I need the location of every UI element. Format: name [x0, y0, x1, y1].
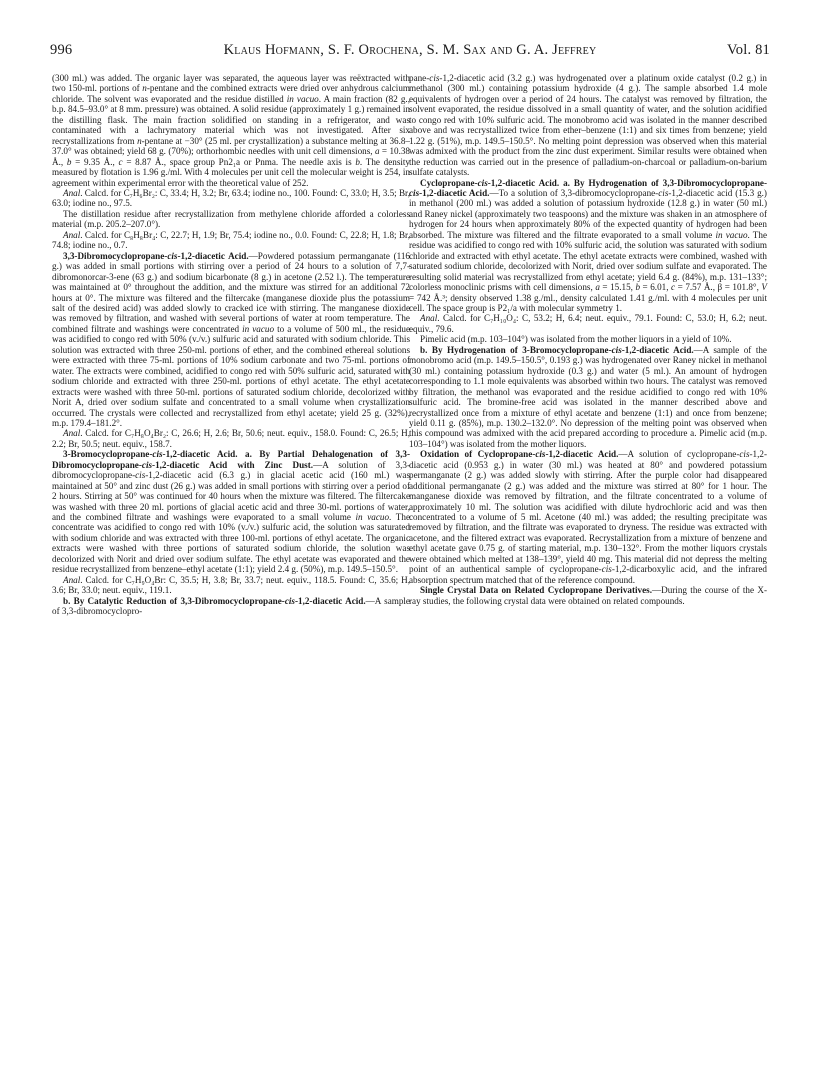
section-heading-text: cis	[152, 449, 163, 460]
paragraph-text: in vacuo	[715, 229, 748, 240]
paragraph-text: b	[66, 156, 72, 167]
paragraph	[52, 230, 410, 251]
section-heading-text: -1,2-diacetic Acid. a. By Partial Dehalogenation of 3,3-Dibromocyclopropane-	[52, 449, 410, 470]
section-heading-text: cis	[284, 595, 295, 606]
paragraph	[409, 334, 767, 344]
paragraph-text: —A sample of 3,3-dibromocyclopro-	[52, 595, 410, 617]
paragraph-text: Anal	[63, 428, 81, 439]
paragraph	[52, 188, 410, 209]
paragraph-text: Anal	[63, 229, 81, 240]
paragraph	[52, 73, 410, 188]
paragraph-text: = 8.87 Å., space group Pn2₁a or Pnma. The needle axis is	[122, 156, 356, 167]
paragraph-text: = 742 Å.³; density observed 1.38 g./ml., density calculated 1.41 g./ml. with 4 molecules per unit cell. The space group is P2₁/a with molecular symmetry 1.	[409, 292, 767, 313]
paragraph-text: -1,2-diacetic acid (3.2 g.) was hydrogenated over a platinum oxide catalyst (0.2 g.) in methanol (300 ml.) containing potassium hydroxide (4 g.). The sample absorbed 1.4 mole equivalents of hydrogen over a period of 24 hours. The catalyst was removed by filtration, the solvent evaporated, the residue dissolved in a small quantity of water, and the solution acidified to congo red with 10% sulfuric acid. The monobromo acid was isolated in the manner described above and was recrystallized twice from ether–benzene (1:1) and six times from benzene; yield 1.22 g. (51%), m.p. 149.5–150.5°. No melting point depression was observed when this material was admixed with the product from the zinc dust experiment. Similar results were obtained when the reduction was carried out in the presence of palladium-on-charcoal or palladium-on-barium sulfate catalysts.	[409, 73, 767, 178]
paragraph-text: = 15.15,	[599, 282, 636, 293]
paragraph-text: . The density measured by flotation is 1.96 g./ml. With 4 molecules per unit cell the molecular weight is 254, in agreement within experimental error with the theoretical value of 252.	[52, 156, 410, 188]
paragraph	[409, 178, 767, 314]
paragraph-text: —Powdered potassium permanganate (116 g.) was added in small portions with stirring over a period of 24 hours to a solution of 7,7-dibromonorcar-3-ene (63 g.) and sodium bicarbonate (8 g.) in acetone (2.52 l.). The temperature was maintained at 0° throughout the addition, and the mixture was stirred for an additional 72 hours at 0°. The mixture was filtered and the filtercake (manganese dioxide plus the potassium salt of the desired acid) was added slowly to cracked ice with stirring. The manganese dioxide was removed by filtration, and washed with several portions of water at room temperature. The combined filtrate and washings were concentrated	[52, 250, 410, 334]
section-heading-text: Single Crystal Data on Related Cyclopropane Derivatives.	[420, 585, 652, 596]
paragraph-text: in vacuo	[355, 512, 390, 523]
paragraph-text: -pentane at −30° (25 ml. per crystallization) a substance melting at 36.8–37.0° was obtained; yield 68 g. (70%); orthorhombic needles with unit cell dimensions,	[52, 135, 410, 157]
paragraph	[409, 585, 767, 606]
section-heading-text: -1,2-diacetic Acid.	[621, 344, 694, 355]
paragraph	[409, 345, 767, 450]
paragraph-text: b	[635, 282, 641, 293]
paragraph-text: Anal	[420, 313, 438, 324]
paragraph-text: -1,2-diacetic acid (0.953 g.) in water (30 ml.) was heated at 80° and powdered potassium permanganate (2 g.) was added slowly with stirring. After the purple color had disappeared additional permanganate (2 g.) was added and the mixture was stirred at 80° for 1 hour. The manganese dioxide was removed by filtration, and the filtrate concentrated to a volume of approximately 10 ml. The solution was acidified with dilute hydrochloric acid and was then concentrated to a volume of 5 ml. Acetone (40 ml.) was added; the resulting precipitate was removed by filtration, and the filtrate was evaporated to dryness. The residue was extracted with acetone, and the filtered extract was evaporated. Recrystallization from a mixture of benzene and ethyl acetate gave 0.75 g. of starting material, m.p. 130–132°. From the mother liquors crystals were obtained which melted at 138–139°, yield 40 mg. This material did not depress the melting point of an authentical sample of cyclopropane-	[409, 449, 767, 575]
section-heading-text: -1,2-diacetic Acid.	[294, 595, 366, 606]
paragraph-text: = 10.38 Å.,	[52, 146, 410, 167]
section-heading-text: cis	[141, 459, 153, 470]
paragraph-text: c	[118, 156, 123, 167]
paragraph-text: . Calcd. for C₇H₈O₄Br₂: C, 26.6; H, 2.6; Br, 50.6; neut. equiv., 158.0. Found: C, 26.5; H, 2.2; Br, 50.5; neut. equiv., 158.7.	[52, 428, 410, 449]
paragraph-text: to a volume of 500 ml., the residue was acidified to congo red with 50% (v./v.) sulfuric acid and saturated with sodium chloride. This solution was extracted with three 250-ml. portions of ether, and the combined ethereal solutions were extracted with three 75-ml. portions of 10% sodium carbonate and two 75-ml. portions of water. The extracts were combined, acidified to congo red with 50% sulfuric acid, saturated with sodium chloride and extracted with three 250-ml. portions of ethyl acetate. The ethyl acetate extracts were washed with three 50-ml. portions of saturated sodium chloride, decolorized with Norit A, dried over sodium sulfate and concentrated to a small volume when crystallization occurred. The crystals were collected and recrystallized from ethyl acetate; yield 25 g. (32%), m.p. 179.4–181.2°.	[52, 323, 410, 428]
section-heading-text: cis	[477, 177, 488, 188]
section-heading-text: cis	[611, 344, 622, 355]
paragraph-text: V	[761, 282, 767, 293]
paragraph-text: . The residue was acidified to congo red with 10% sulfuric acid, the solution was saturated with sodium chloride and extracted with ethyl acetate. The ethyl acetate extracts were combined, washed with saturated sodium chloride, decolorized with Norit, dried over sodium sulfate and evaporated. The resulting solid material was recrystallized from ethyl acetate; yield 6.4 g. (84%), m.p. 131–133°; colorless monoclinic prisms with cell dimensions,	[409, 229, 767, 293]
paragraph-text: b	[355, 156, 360, 167]
paragraph-text: -pentane and the combined extracts were dried over anhydrous calcium chloride. The solvent was evaporated and the residue distilled	[52, 83, 410, 104]
paragraph	[52, 428, 410, 449]
section-heading-text: Oxidation of Cyclopropane-	[420, 449, 536, 460]
paragraph-text: = 9.35 Å.,	[71, 156, 119, 167]
volume-label: Vol. 81	[726, 42, 770, 58]
paragraph-text: Anal	[63, 574, 81, 585]
paragraph-text: —A sample of the monobromo acid (m.p. 149.5–150.5°, 0.193 g.) was hydrogenated over Raney nickel in methanol (30 ml.) containing potassium hydroxide (0.3 g.) and water (5 ml.). An amount of hydrogen corresponding to 1.1 mole equivalents was absorbed within two hours. The catalyst was removed by filtration, the methanol was evaporated and the residue acidified to congo red with 10% sulfuric acid. The bromine-free acid was isolated in the manner described above and recrystallized once from a mixture of ethyl acetate and benzene (1:1) and once from benzene; yield 0.11 g. (85%), m.p. 130.2–132.0°. No depression of the melting point was observed when this compound was admixed with the acid prepared according to procedure a. Pimelic acid (m.p. 103–104°) was isolated from the mother liquors.	[409, 344, 767, 449]
section-heading-text: Cyclopropane-	[420, 177, 478, 188]
section-heading-text: 3-Bromocyclopropane-	[63, 449, 153, 460]
section-heading-text: -1,2-diacetic Acid.	[545, 449, 619, 460]
paragraph-text: a	[595, 282, 600, 293]
section-heading-text: cis	[167, 250, 178, 261]
paragraph-text: . A main fraction (82 g., b.p. 84.5–93.0° at 8 mm. pressure) was obtained. A solid residue (approximately 1 g.) remained in the distilling flask. The main fraction solidified on standing in a refrigerator, and was contaminated with a lachrymatory material which was not investigated. After six recrystallizations from	[52, 93, 410, 146]
paragraph	[409, 449, 767, 585]
section-heading-text: cis	[409, 187, 420, 198]
paragraph	[52, 575, 410, 596]
section-heading-text: -1,2-diacetic Acid.	[419, 187, 490, 198]
paragraph-text: -1,2-diacetic acid (6.3 g.) in glacial acetic acid (160 ml.) was maintained at 50° and zinc dust (26 g.) was added in small portions with stirring over a period of 2 hours. Stirring at 50° was continued for 40 hours when the mixture was filtered. The filtercake was washed with three 20 ml. portions of glacial acetic acid and three 30-ml. portions of water, and the combined filtrate and washings were evaporated to a small volume	[52, 470, 410, 523]
paragraph	[409, 73, 767, 178]
page-number: 996	[50, 42, 73, 58]
paragraph-text: . Calcd. for C₇H₉O₄Br: C, 35.5; H, 3.8; Br, 33.7; neut. equiv., 118.5. Found: C, 35.6; H, 3.6; Br, 33.0; neut. equiv., 119.1.	[52, 574, 410, 596]
paragraph-text: cis	[658, 187, 669, 198]
paragraph-text: . Calcd. for C₇H₆Br₂: C, 33.4; H, 3.2; Br, 63.4; iodine no., 100. Found: C, 33.0; H, 3.5; Br, 63.0; iodine no., 97.5.	[52, 187, 410, 209]
paragraph	[409, 313, 767, 334]
paragraph-text: cis	[739, 449, 750, 460]
paragraph-text: The distillation residue after recrystallization from methylene chloride afforded a colorless material (m.p. 205.2–207.0°).	[52, 208, 410, 230]
section-heading-text: 3,3-Dibromocyclopropane-	[63, 250, 168, 261]
section-heading-text: -1,2-diacetic Acid with Zinc Dust.	[152, 459, 314, 470]
paragraph-text: cis	[429, 73, 440, 83]
paragraph-text: —During the course of the X-ray studies, the following crystal data were obtained on related compounds.	[409, 585, 767, 606]
paragraph-text: Anal	[63, 187, 81, 198]
section-heading-text: b. By Catalytic Reduction of 3,3-Dibromocyclopropane-	[63, 595, 285, 606]
paragraph	[52, 209, 410, 230]
paragraph-text: . Calcd. for C₈H₈Br₄: C, 22.7; H, 1.9; Br, 75.4; iodine no., 0.0. Found: C, 22.8; H, 1.8; Br, 74.8; iodine no., 0.7.	[52, 229, 410, 251]
paragraph-text: in vacuo	[242, 323, 275, 334]
section-heading-text: b. By Hydrogenation of 3-Bromocyclopropane-	[420, 344, 612, 355]
paragraph-text: Pimelic acid (m.p. 103–104°) was isolated from the mother liquors in a yield of 10%.	[420, 334, 732, 345]
running-header	[50, 42, 770, 62]
paragraph-text: cis	[601, 564, 612, 575]
paragraph-text: cis	[135, 470, 146, 481]
paragraph	[52, 251, 410, 429]
paragraph-text: a	[374, 146, 380, 157]
paragraph-text: —To a solution of 3,3-dibromocyclopropane-	[489, 187, 659, 198]
section-heading-text: cis	[535, 449, 546, 460]
paragraph-text: = 6.01,	[640, 282, 672, 293]
section-heading-text: -1,2-diacetic Acid. a. By Hydrogenation of 3,3-Dibromocyclopropane-	[487, 177, 767, 188]
paragraph-text: . The concentrate was acidified to congo red with 10% (v./v.) sulfuric acid, the solution was saturated with sodium chloride and was extracted with three 100-ml. portions of ethyl acetate. The organic extracts were washed with three portions of saturated sodium chloride, the solution was decolorized with Norit and dried over sodium sulfate. The ethyl acetate was evaporated and the residue recrystallized from benzene–ethyl acetate (1:1); yield 2.4 g. (50%), m.p. 149.5–150.5°.	[52, 512, 410, 575]
paragraph-text: n	[137, 135, 142, 146]
running-title-authors: Klaus Hofmann, S. F. Orochena, S. M. Sax and G. A. Jeffrey	[223, 42, 597, 58]
paragraph-text: = 7.57 Å., β = 101.8°,	[675, 282, 762, 293]
paragraph-text: in vacuo	[286, 93, 319, 104]
paragraph-text: pane-	[409, 73, 430, 83]
paragraph-text: . Calcd. for C₇H₁₀O₄: C, 53.2; H, 6.4; neut. equiv., 79.1. Found: C, 53.0; H, 6.2; neut. equiv., 79.6.	[409, 313, 767, 334]
paragraph-text: —A solution of cyclopropane-	[618, 449, 740, 460]
paragraph-text: n	[142, 83, 147, 94]
right-column	[409, 73, 767, 606]
paragraph-text: (300 ml.) was added. The organic layer was separated, the aqueous layer was reëxtracted with two 150-ml. portions of	[52, 73, 410, 94]
section-heading-text: -1,2-diacetic Acid.	[177, 250, 249, 261]
paragraph	[52, 596, 410, 617]
paragraph-text: -1,2-diacetic acid (15.3 g.) in methanol (200 ml.) was added a solution of potassium hydroxide (12.8 g.) in water (50 ml.) and Raney nickel (approximately two teaspoons) and the mixture was shaken in an atmosphere of hydrogen for 24 hours when approximately 80% of the expected quantity of hydrogen had been absorbed. The mixture was filtered and the filtrate evaporated to a small volume	[409, 187, 767, 240]
paragraph	[52, 449, 410, 574]
paragraph-text: c	[671, 282, 676, 293]
left-column	[52, 73, 410, 617]
paragraph-text: —A solution of 3,3-dibromocyclopropane-	[52, 459, 410, 481]
paragraph-text: -1,2-dicarboxylic acid, and the infrared absorption spectrum matched that of the reference compound.	[409, 564, 767, 585]
